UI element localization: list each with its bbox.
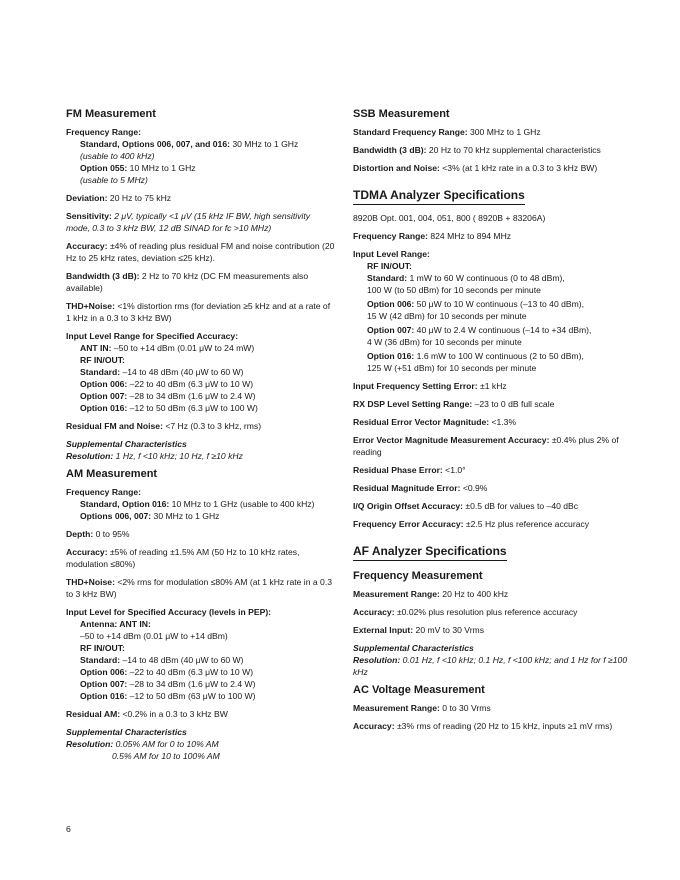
acv-accuracy: Accuracy: ±3% rms of reading (20 Hz to 15 kHz, inputs ≥1 mV rms) xyxy=(353,721,613,731)
tdma-residual-phase: Residual Phase Error: <1.0° xyxy=(353,465,466,475)
fm-input-level-range: Input Level Range for Specified Accuracy: ANT IN: –50 to +14 dBm (0.01 μW to 24 mW) RF IN/OUT: Standard: –14 to 48 dBm (40 μW to 60 W) Option 006: –22 to 40 dBm (6.3 μW to 10 W) Option 007: –28 to 34 dBm (1.6 μW to 2.4 W) Option 016: –12 to 50 dBm (6.3 μW to 100 W) xyxy=(66,331,258,413)
page-number: 6 xyxy=(66,824,71,834)
fm-thd-noise: THD+Noise: <1% distortion rms (for deviation ≥5 kHz and at a rate of 1 kHz in a 0.3 to 3 kHz BW) xyxy=(66,301,331,323)
tdma-input-frequency-error: Input Frequency Setting Error: ±1 kHz xyxy=(353,381,507,391)
af-frequency-heading: Frequency Measurement xyxy=(353,570,483,582)
am-accuracy: Accuracy: ±5% of reading ±1.5% AM (50 Hz to 10 kHz rates, modulation ≤80%) xyxy=(66,547,300,569)
fm-supplemental: Supplemental Characteristics Resolution: 1 Hz, f <10 kHz; 10 Hz, f ≥10 kHz xyxy=(66,439,243,461)
af-accuracy: Accuracy: ±0.02% plus resolution plus reference accuracy xyxy=(353,607,578,617)
ssb-heading: SSB Measurement xyxy=(353,108,450,120)
fm-bandwidth: Bandwidth (3 dB): 2 Hz to 70 kHz (DC FM measurements also available) xyxy=(66,271,309,293)
fm-heading: FM Measurement xyxy=(66,108,156,120)
tdma-heading: TDMA Analyzer Specifications xyxy=(353,188,525,205)
tdma-residual-evm: Residual Error Vector Magnitude: <1.3% xyxy=(353,417,517,427)
am-thd-noise: THD+Noise: <2% rms for modulation ≤80% AM (at 1 kHz rate in a 0.3 to 3 kHz BW) xyxy=(66,577,332,599)
fm-accuracy: Accuracy: ±4% of reading plus residual FM and noise contribution (20 Hz to 25 kHz rates, deviation ≤25 kHz). xyxy=(66,241,335,263)
am-supplemental: Supplemental Characteristics Resolution: 0.05% AM for 0 to 10% AM 0.5% AM for 10 to 100% AM xyxy=(66,727,220,761)
tdma-frequency-error: Frequency Error Accuracy: ±2.5 Hz plus reference accuracy xyxy=(353,519,590,529)
af-supplemental: Supplemental Characteristics Resolution: 0.01 Hz, f <10 kHz; 0.1 Hz, f <100 kHz; and 1 Hz for f ≥100 kHz xyxy=(353,643,628,677)
am-heading: AM Measurement xyxy=(66,468,158,480)
tdma-evm-accuracy: Error Vector Magnitude Measurement Accuracy: ±0.4% plus 2% of reading xyxy=(353,435,619,457)
am-frequency-range: Frequency Range: Standard, Option 016: 10 MHz to 1 GHz (usable to 400 kHz) Options 006, 007: 30 MHz to 1 GHz xyxy=(66,487,315,521)
am-input-level: Input Level for Specified Accuracy (levels in PEP): Antenna: ANT IN: –50 to +14 dBm (0.01 μW to +14 dBm) RF IN/OUT: Standard: –14 to 48 dBm (40 μW to 60 W) Option 006: –22 to 40 dBm (6.3 μW to 10 W) Option 007: –28 to 34 dBm (1.6 μW to 2.4 W) Option 016: –12 to 50 dBm (63 μW to 100 W) xyxy=(66,607,272,701)
am-residual: Residual AM: <0.2% in a 0.3 to 3 kHz BW xyxy=(66,709,228,719)
tdma-input-level-range: Input Level Range: RF IN/OUT: Standard: 1 mW to 60 W continuous (0 to 48 dBm), 100 W (to 50 dBm) for 10 seconds per minute Option 006: 50 μW to 10 W continuous (–13 to 40 dBm), 15 W (42 dBm) for 10 seconds per minute Option 007: 40 μW to 2.4 W continuous (–14 to +34 dBm), 4 W (36 dBm) for 10 seconds per minute Option 016: 1.6 mW to 100 W continuous (2 to 50 dBm), 125 W (+51 dBm) for 10 seconds per minute xyxy=(353,249,592,373)
ac-voltage-heading: AC Voltage Measurement xyxy=(353,684,485,696)
fm-sensitivity: Sensitivity: 2 μV, typically <1 μV (15 kHz IF BW, high sensitivity mode, 0.3 to 3 kHz BW, 12 dB SINAD for fc >10 MHz) xyxy=(66,211,311,233)
tdma-iq-offset: I/Q Origin Offset Accuracy: ±0.5 dB for values to –40 dBc xyxy=(353,501,579,511)
af-heading: AF Analyzer Specifications xyxy=(353,544,507,561)
fm-residual: Residual FM and Noise: <7 Hz (0.3 to 3 kHz, rms) xyxy=(66,421,262,431)
tdma-rx-dsp-range: RX DSP Level Setting Range: –23 to 0 dB full scale xyxy=(353,399,555,409)
tdma-residual-magnitude: Residual Magnitude Error: <0.9% xyxy=(353,483,488,493)
tdma-models: 8920B Opt. 001, 004, 051, 800 ( 8920B + 83206A) xyxy=(353,213,546,223)
left-column xyxy=(66,106,336,768)
ssb-distortion: Distortion and Noise: <3% (at 1 kHz rate in a 0.3 to 3 kHz BW) xyxy=(353,163,598,173)
right-column xyxy=(353,106,628,738)
fm-deviation: Deviation: 20 Hz to 75 kHz xyxy=(66,193,172,203)
am-depth: Depth: 0 to 95% xyxy=(66,529,130,539)
acv-measurement-range: Measurement Range: 0 to 30 Vrms xyxy=(353,703,491,713)
af-external-input: External Input: 20 mV to 30 Vrms xyxy=(353,625,485,635)
af-measurement-range: Measurement Range: 20 Hz to 400 kHz xyxy=(353,589,509,599)
ssb-range: Standard Frequency Range: 300 MHz to 1 GHz xyxy=(353,127,541,137)
tdma-frequency-range: Frequency Range: 824 MHz to 894 MHz xyxy=(353,231,512,241)
ssb-bandwidth: Bandwidth (3 dB): 20 Hz to 70 kHz supplemental characteristics xyxy=(353,145,601,155)
fm-frequency-range: Frequency Range: Standard, Options 006, 007, and 016: 30 MHz to 1 GHz (usable to 400 kHz) Option 055: 10 MHz to 1 GHz (usable to 5 MHz) xyxy=(66,127,299,185)
